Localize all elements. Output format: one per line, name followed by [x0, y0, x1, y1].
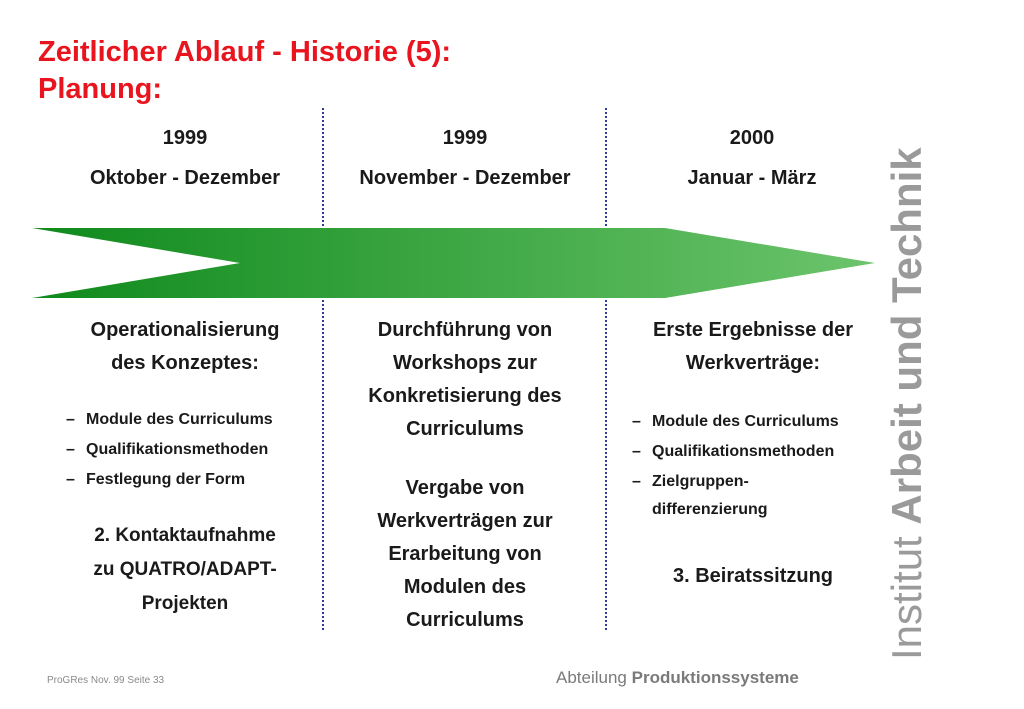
- column-2-year: 1999: [442, 127, 488, 149]
- column-3-extra: [608, 560, 898, 593]
- institute-word-bold: Arbeit und Technik: [883, 147, 930, 525]
- footer-page-info: ProGRes Nov. 99 Seite 33: [47, 675, 165, 686]
- list-item: – Festlegung der Form: [66, 465, 273, 495]
- column-2-heading: [320, 314, 610, 446]
- list-item: – Qualifikationsmethoden: [632, 437, 839, 467]
- column-2-heading-line-1: Durchführung von: [377, 319, 553, 341]
- title-line-1: Zeitlicher Ablauf - Historie (5):: [38, 36, 452, 68]
- title-line-2: Planung:: [38, 73, 163, 105]
- column-2-extra-line-4: Modulen des: [403, 576, 527, 598]
- timeline-arrow-shape: [32, 228, 875, 298]
- list-item: – Module des Curriculums: [66, 405, 273, 435]
- column-2-extra-line-3: Erarbeitung von: [388, 543, 542, 565]
- column-1-extra-line-2: zu QUATRO/ADAPT-: [93, 559, 277, 580]
- list-item-line-2: differenzierung: [652, 501, 768, 518]
- column-3-heading: [608, 314, 898, 380]
- footer-department-prefix: Abteilung: [556, 668, 627, 687]
- column-1-heading: [40, 314, 330, 380]
- institute-wordmark: [877, 140, 937, 660]
- list-item: [632, 467, 839, 523]
- column-1-heading-line-1: Operationalisierung: [90, 319, 280, 341]
- column-3-bullet-list: [632, 407, 839, 523]
- list-item-line-1: Zielgruppen-: [652, 473, 749, 490]
- column-2-heading-line-2: Workshops zur: [392, 352, 538, 374]
- institute-word-light: Institut: [883, 536, 930, 660]
- column-3-heading-line-1: Erste Ergebnisse der: [652, 319, 854, 341]
- footer-department-name: Produktionssysteme: [631, 668, 799, 687]
- column-1-extra-line-1: 2. Kontaktaufnahme: [94, 525, 276, 546]
- column-1-extra-line-3: Projekten: [141, 593, 229, 614]
- column-2-range: November - Dezember: [359, 167, 571, 189]
- column-3-year: 2000: [729, 127, 775, 149]
- list-item: – Qualifikationsmethoden: [66, 435, 273, 465]
- column-1-extra: [40, 519, 330, 621]
- column-1-heading-line-2: des Konzeptes:: [111, 352, 259, 374]
- column-2-heading-line-3: Konkretisierung des: [368, 385, 562, 407]
- column-2-heading-line-4: Curriculums: [406, 418, 524, 440]
- column-3-heading-line-2: Werkverträge:: [685, 352, 821, 374]
- footer-department: [556, 668, 799, 688]
- column-2-extra-line-1: Vergabe von: [405, 477, 525, 499]
- column-2-extra: [320, 472, 610, 637]
- list-item: – Module des Curriculums: [632, 407, 839, 437]
- column-1-range: Oktober - Dezember: [89, 167, 281, 189]
- column-2-extra-line-5: Curriculums: [406, 609, 524, 631]
- column-2-extra-line-2: Werkverträgen zur: [377, 510, 553, 532]
- column-1-year: 1999: [162, 127, 208, 149]
- column-3-range: Januar - März: [687, 167, 817, 189]
- column-3-extra-line-1: 3. Beiratssitzung: [672, 565, 834, 587]
- column-1-bullet-list: [66, 405, 273, 495]
